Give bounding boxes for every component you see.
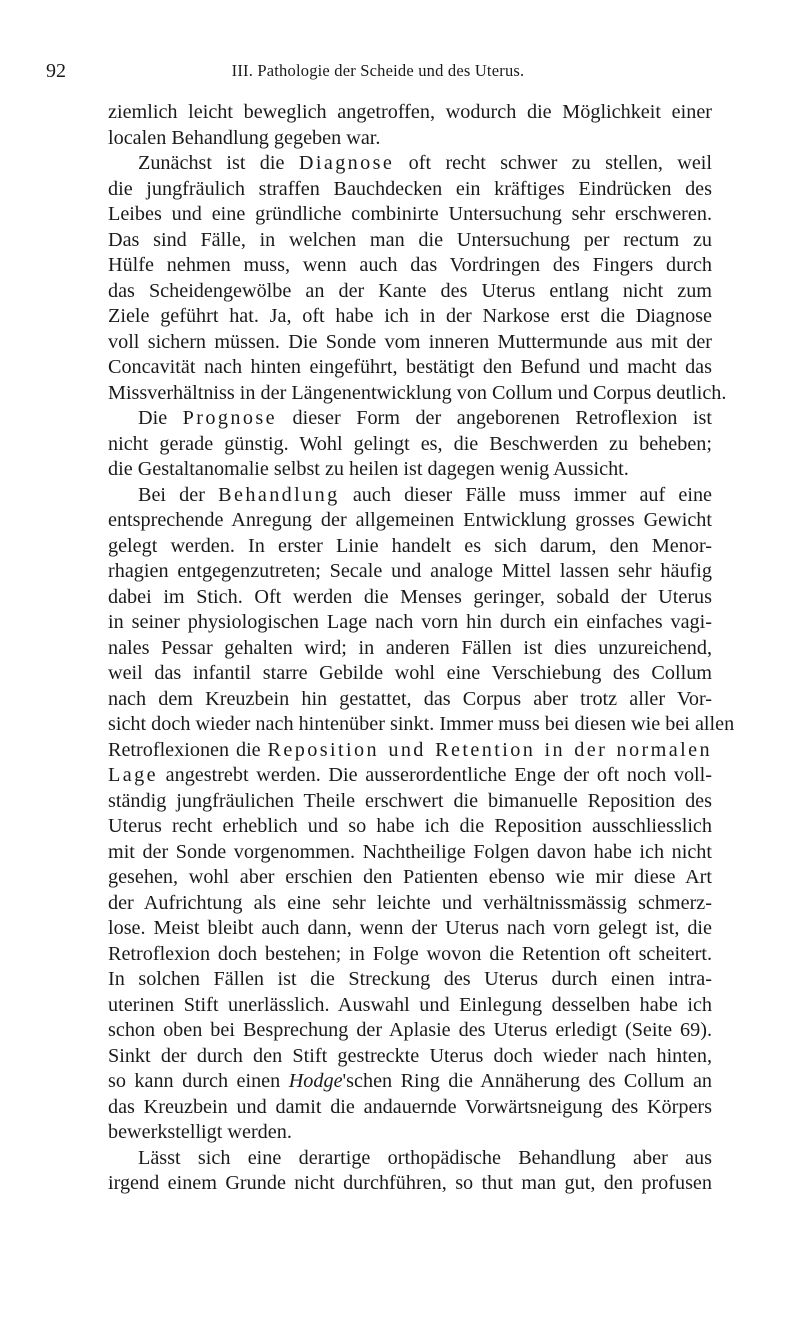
text-line [108,840,712,866]
text-run: ständig jungfräulichen Theile erschwert die bimanuelle Reposition des [108,789,712,812]
text-line [108,304,712,330]
text-line [108,916,712,942]
spaced-term: Prognose [182,407,277,429]
text-run: Leibes und eine gründliche combinirte Untersuchung sehr erschweren. [108,203,712,225]
text-line [108,126,712,152]
text-line [108,202,712,228]
text-line [108,1044,712,1070]
text-run: Die [138,407,183,429]
text-run: gelegt werden. In erster Linie handelt es sich darum, den Menor- [108,534,712,557]
text-line [108,330,712,356]
text-run: In solchen Fällen ist die Streckung des Uterus durch einen intra- [108,968,712,990]
text-run: bewerkstelligt werden. [108,1121,292,1143]
text-run: Uterus recht erheblich und so habe ich die Reposition ausschliesslich [108,815,712,837]
body-text [108,100,735,1197]
text-line [108,1171,712,1197]
text-run: Ziele geführt hat. Ja, oft habe ich in der Narkose erst die Diagnose [108,305,712,327]
text-line [108,1095,712,1121]
text-run: oft recht schwer zu stellen, weil [394,152,713,174]
text-line [108,712,735,738]
text-run: weil das infantil starre Gebilde wohl eine Verschiebung des Collum [108,662,712,684]
text-line [108,483,712,509]
text-run: lose. Meist bleibt auch dann, wenn der Uterus nach vorn gelegt ist, die [108,917,712,939]
text-run: Bei der [138,483,219,506]
text-run: Das sind Fälle, in welchen man die Untersuchung per rectum zu [108,228,712,251]
text-line [108,432,712,458]
text-run: entsprechende Anregung der allgemeinen Entwicklung grosses Gewicht [108,509,712,531]
text-line [108,610,712,636]
italic-name: Hodge [288,1070,343,1092]
text-run: dieser Form der angeborenen Retroflexion ist [277,407,712,429]
text-run: mit der Sonde vorgenommen. Nachtheilige Folgen davon habe ich nicht [108,840,712,863]
text-run: Hülfe nehmen muss, wenn auch das Vordringen des Fingers durch [108,254,712,276]
text-line [108,1018,712,1044]
text-run: nales Pessar gehalten wird; in anderen Fällen ist dies unzureichend, [108,636,712,659]
text-line [108,1120,712,1146]
text-line [108,151,712,177]
text-line [108,814,712,840]
text-run: die jungfräulich straffen Bauchdecken ein kräftiges Eindrücken des [108,177,712,200]
text-line [108,993,712,1019]
text-line [108,355,712,381]
text-run: Zunächst ist die [138,152,299,174]
text-run: das Scheidengewölbe an der Kante des Uterus entlang nicht zum [108,279,712,302]
text-line [108,942,712,968]
page-header [46,58,710,84]
text-line [108,1069,712,1095]
text-line [108,789,712,815]
text-line [108,457,712,483]
text-run: Sinkt der durch den Stift gestreckte Uterus doch wieder nach hinten, [108,1044,712,1067]
text-run: nach dem Kreuzbein hin gestattet, das Corpus aber trotz aller Vor- [108,687,712,710]
text-run: localen Behandlung gegeben war. [108,126,381,149]
text-run: gesehen, wohl aber erschien den Patienten ebenso wie mir diese Art [108,866,712,888]
spaced-term: Behandlung [218,483,340,506]
running-head: III. Pathologie der Scheide und des Uterus. [231,61,525,80]
text-line [108,865,712,891]
text-run: dabei im Stich. Oft werden die Menses geringer, sobald der Uterus [108,585,712,608]
text-run: das Kreuzbein und damit die andauernde Vorwärtsneigung des Körpers [108,1095,712,1118]
text-line [108,381,727,407]
text-line [108,1146,712,1172]
spaced-term: Lage [108,764,158,786]
text-run: in seiner physiologischen Lage nach vorn hin durch ein einfaches vagi- [108,611,712,633]
text-run: Concavität nach hinten eingeführt, bestätigt den Befund und macht das [108,356,712,378]
text-line [108,228,712,254]
text-line [108,177,712,203]
text-run: Lässt sich eine derartige orthopädische Behandlung aber aus [138,1146,712,1169]
text-run: angestrebt werden. Die ausserordentliche Enge der oft noch voll- [157,764,712,786]
text-line [108,100,712,126]
text-run: sicht doch wieder nach hintenüber sinkt. Immer muss bei diesen wie bei allen [108,713,735,735]
spaced-term: Diagnose [298,152,395,174]
text-run: Retroflexion doch bestehen; in Folge wovon die Retention oft scheitert. [108,942,712,965]
text-run: uterinen Stift unerlässlich. Auswahl und Einlegung desselben habe ich [108,993,712,1016]
text-run: rhagien entgegenzutreten; Secale und analoge Mittel lassen sehr häufig [108,560,712,582]
text-line [108,687,712,713]
spaced-term: Reposition und Retention in der normalen [267,738,712,761]
text-run: ziemlich leicht beweglich angetroffen, wodurch die Möglichkeit einer [108,101,712,123]
text-run: schon oben bei Besprechung der Aplasie des Uterus erledigt (Seite 69). [108,1019,712,1041]
text-line [108,534,712,560]
text-run: die Gestaltanomalie selbst zu heilen ist dagegen wenig Aussicht. [108,458,629,480]
text-line [108,253,712,279]
text-run: so kann durch einen [108,1070,289,1092]
text-run: irgend einem Grunde nicht durchführen, so thut man gut, den profusen [108,1172,712,1194]
text-line [108,559,712,585]
text-line [108,763,712,789]
page-number: 92 [46,60,66,82]
text-run: voll sichern müssen. Die Sonde vom inneren Muttermunde aus mit der [108,330,712,353]
text-line [108,279,712,305]
text-run: auch dieser Fälle muss immer auf eine [339,483,712,506]
text-line [108,508,712,534]
text-line [108,661,712,687]
text-line [108,636,712,662]
text-run: der Aufrichtung als eine sehr leichte und verhältnissmässig schmerz- [108,891,712,914]
text-line [108,891,712,917]
text-line [108,585,712,611]
text-line [108,738,712,764]
text-run: nicht gerade günstig. Wohl gelingt es, die Beschwerden zu beheben; [108,432,712,455]
text-line [108,406,712,432]
text-run: Retroflexionen die [108,738,268,761]
text-line [108,967,712,993]
text-run: Missverhältniss in der Längenentwicklung von Collum und Corpus deutlich. [108,381,727,404]
text-run: 'schen Ring die Annäherung des Collum an [342,1070,712,1092]
